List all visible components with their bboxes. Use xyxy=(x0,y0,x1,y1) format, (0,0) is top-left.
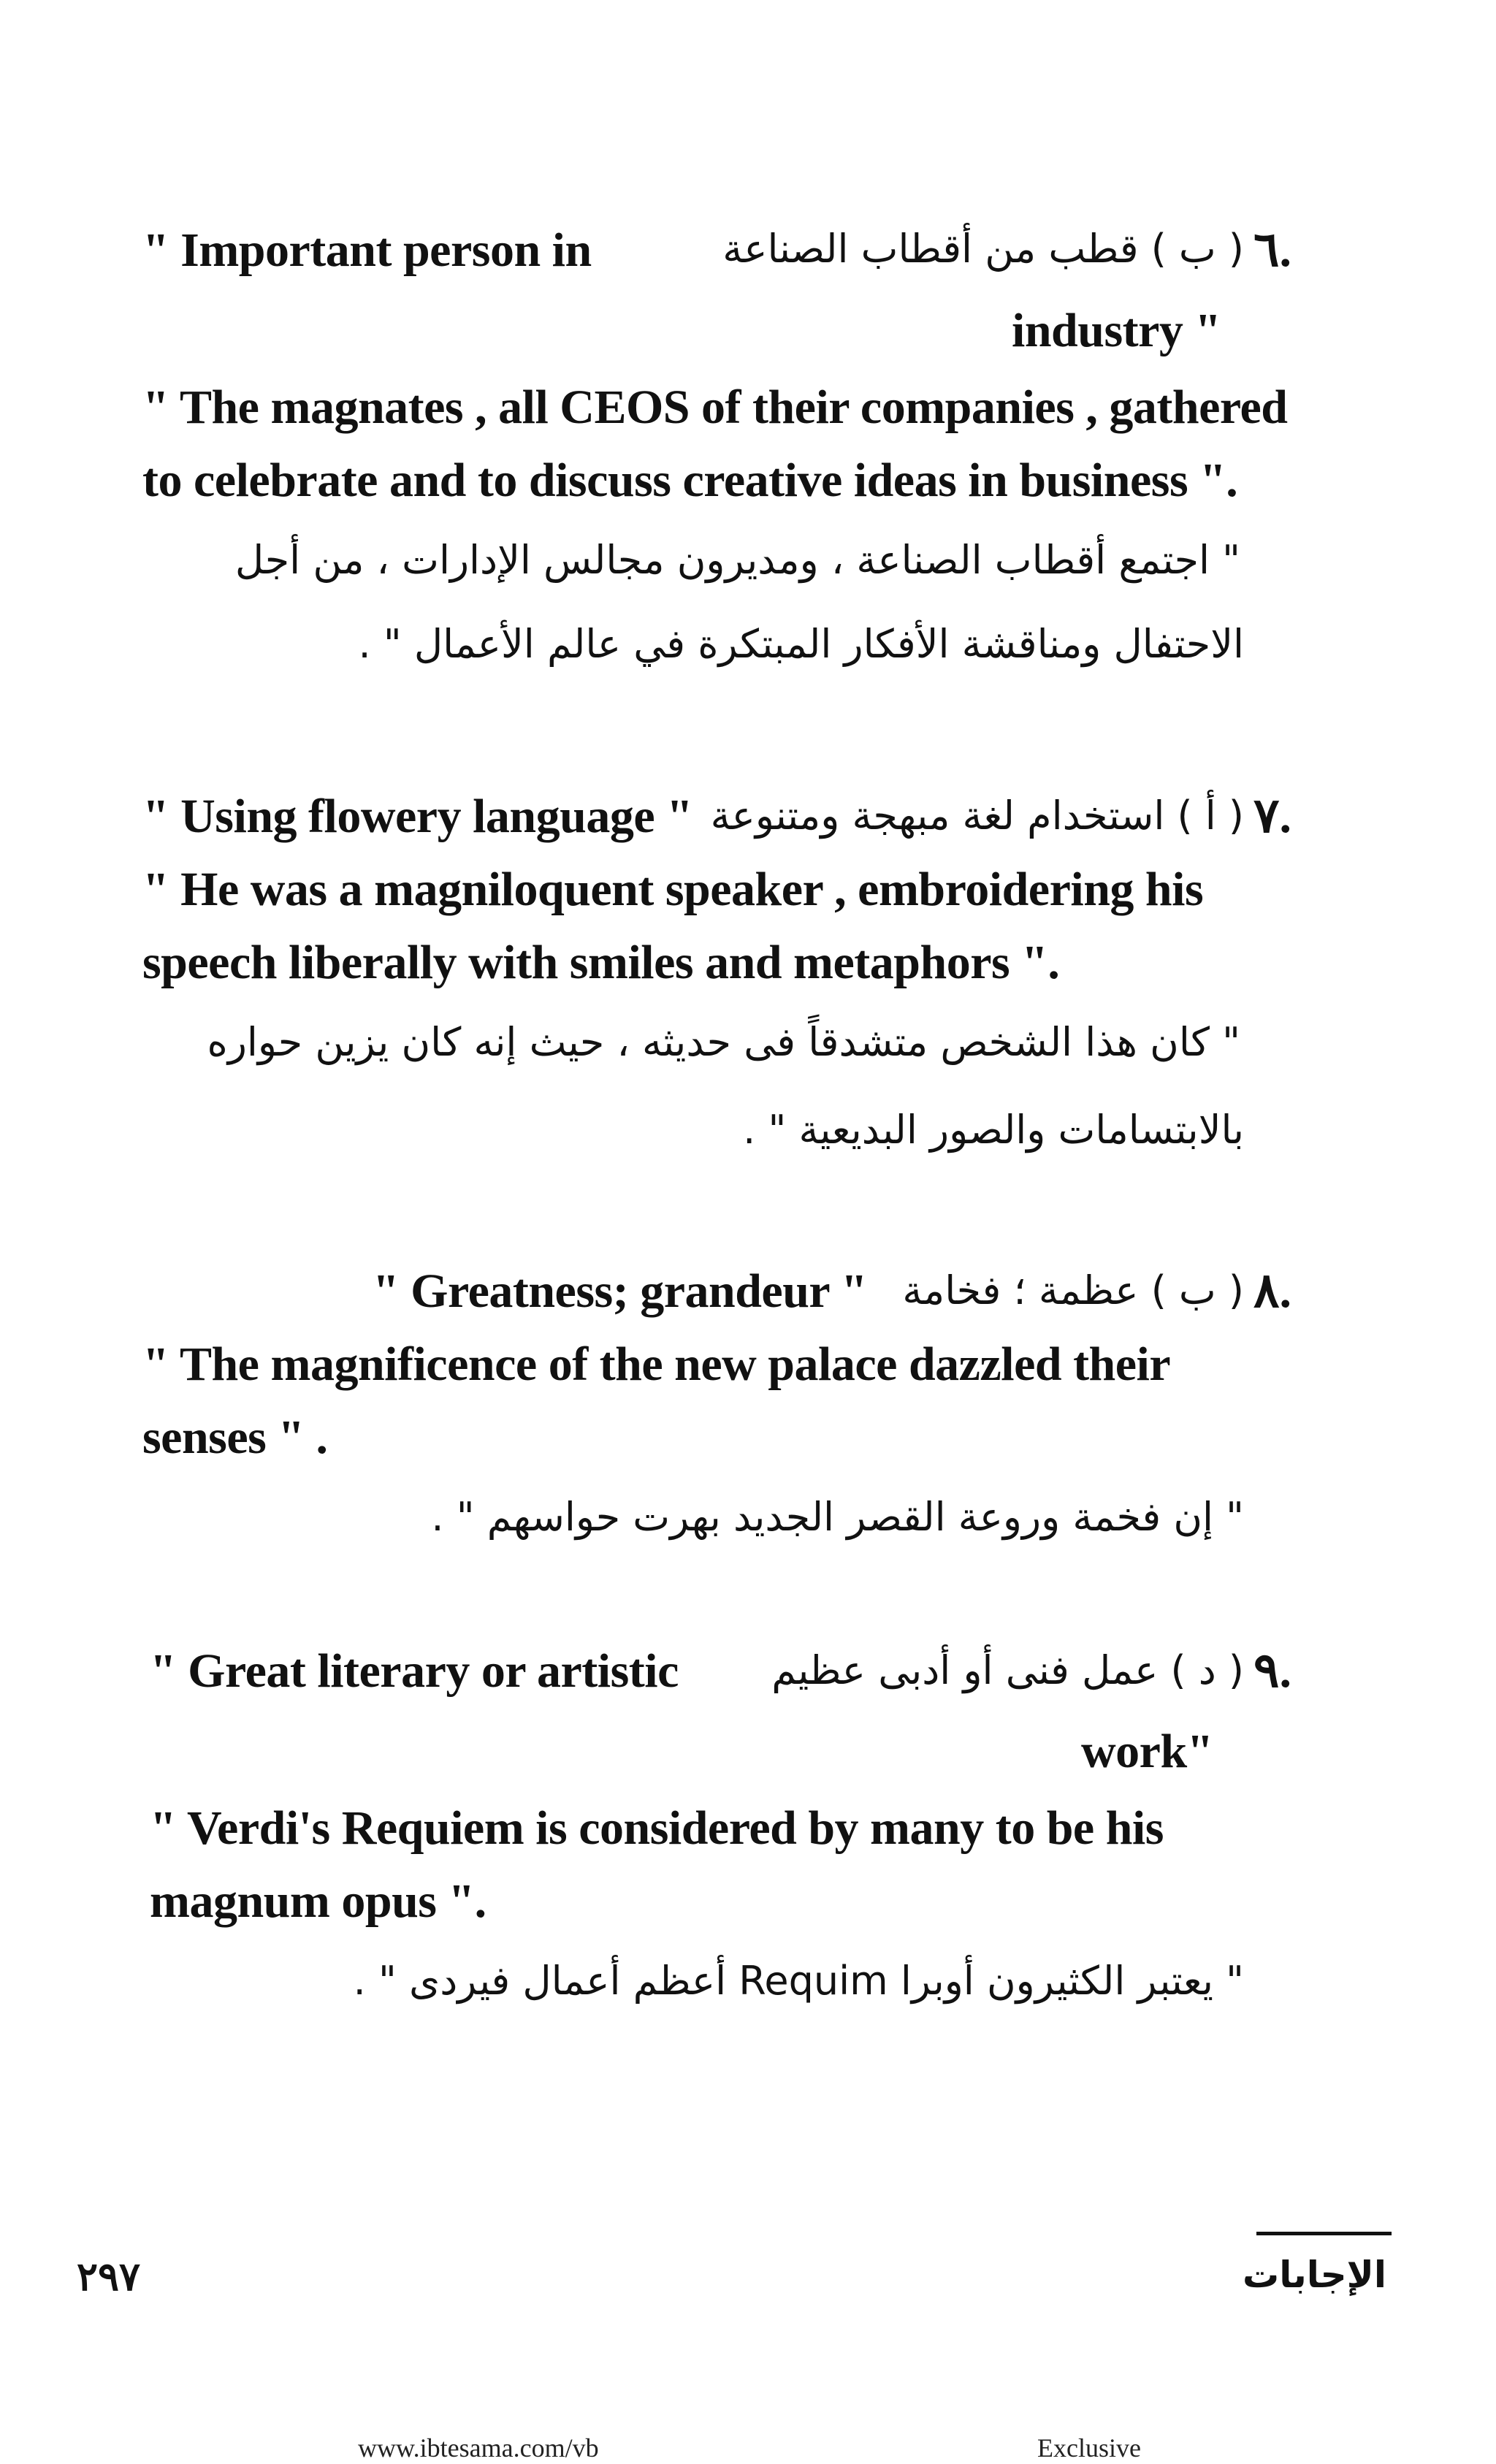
page-number: ٢٩٧ xyxy=(77,2255,141,2299)
example-english-line: speech liberally with smiles and metaphors ". xyxy=(142,936,1060,989)
item-header-english-cont: industry " xyxy=(1012,304,1221,357)
example-english-line: to celebrate and to discuss creative ideas in business ". xyxy=(142,454,1238,507)
item-answer-arabic: ( ب ) عظمة ؛ فخامة xyxy=(902,1267,1244,1313)
translation-arabic-line: بالابتسامات والصور البديعية " . xyxy=(743,1107,1244,1153)
item-number: ٨. xyxy=(1253,1265,1291,1318)
item-number: ٧. xyxy=(1253,790,1291,843)
translation-arabic-line: " يعتبر الكثيرون أوبرا Requim أعظم أعمال فيردى " . xyxy=(353,1958,1244,2004)
item-answer-arabic: ( د ) عمل فنى أو أدبى عظيم xyxy=(771,1647,1244,1693)
item-header-english: " Greatness; grandeur " xyxy=(373,1265,868,1318)
translation-arabic-line: " إن فخمة وروعة القصر الجديد بهرت حواسهم " . xyxy=(431,1494,1244,1540)
example-english-line: magnum opus ". xyxy=(150,1874,486,1928)
item-answer-arabic: ( أ ) استخدام لغة مبهجة ومتنوعة xyxy=(710,793,1244,839)
example-english-line: " The magnificence of the new palace dazzled their xyxy=(142,1338,1171,1391)
item-header-english: " Important person in xyxy=(142,224,592,277)
item-number: ٩. xyxy=(1253,1644,1291,1698)
item-answer-arabic: ( ب ) قطب من أقطاب الصناعة xyxy=(722,226,1244,272)
item-header-english: " Using flowery language " xyxy=(142,790,693,843)
translation-arabic-line: " اجتمع أقطاب الصناعة ، ومديرون مجالس الإدارات ، من أجل xyxy=(234,537,1240,583)
item-header-english-cont: work" xyxy=(1081,1725,1213,1778)
footer-label: Exclusive xyxy=(1037,2433,1141,2463)
footer-url[interactable]: www.ibtesama.com/vb xyxy=(358,2433,599,2463)
example-english-line: senses " . xyxy=(142,1411,328,1464)
translation-arabic-line: الاحتفال ومناقشة الأفكار المبتكرة في عالم الأعمال " . xyxy=(358,621,1244,667)
example-english-line: " Verdi's Requiem is considered by many to be his xyxy=(150,1801,1164,1855)
example-english-line: " The magnates , all CEOS of their companies , gathered xyxy=(142,381,1288,434)
item-number: ٦. xyxy=(1253,224,1291,277)
example-english-line: " He was a magniloquent speaker , embroidering his xyxy=(142,863,1204,916)
translation-arabic-line: " كان هذا الشخص متشدقاً فى حديثه ، حيث إنه كان يزين حواره xyxy=(207,1019,1240,1065)
item-header-english: " Great literary or artistic xyxy=(150,1644,679,1698)
section-rule xyxy=(1256,2232,1392,2235)
section-title: الإجابات xyxy=(1243,2254,1386,2296)
